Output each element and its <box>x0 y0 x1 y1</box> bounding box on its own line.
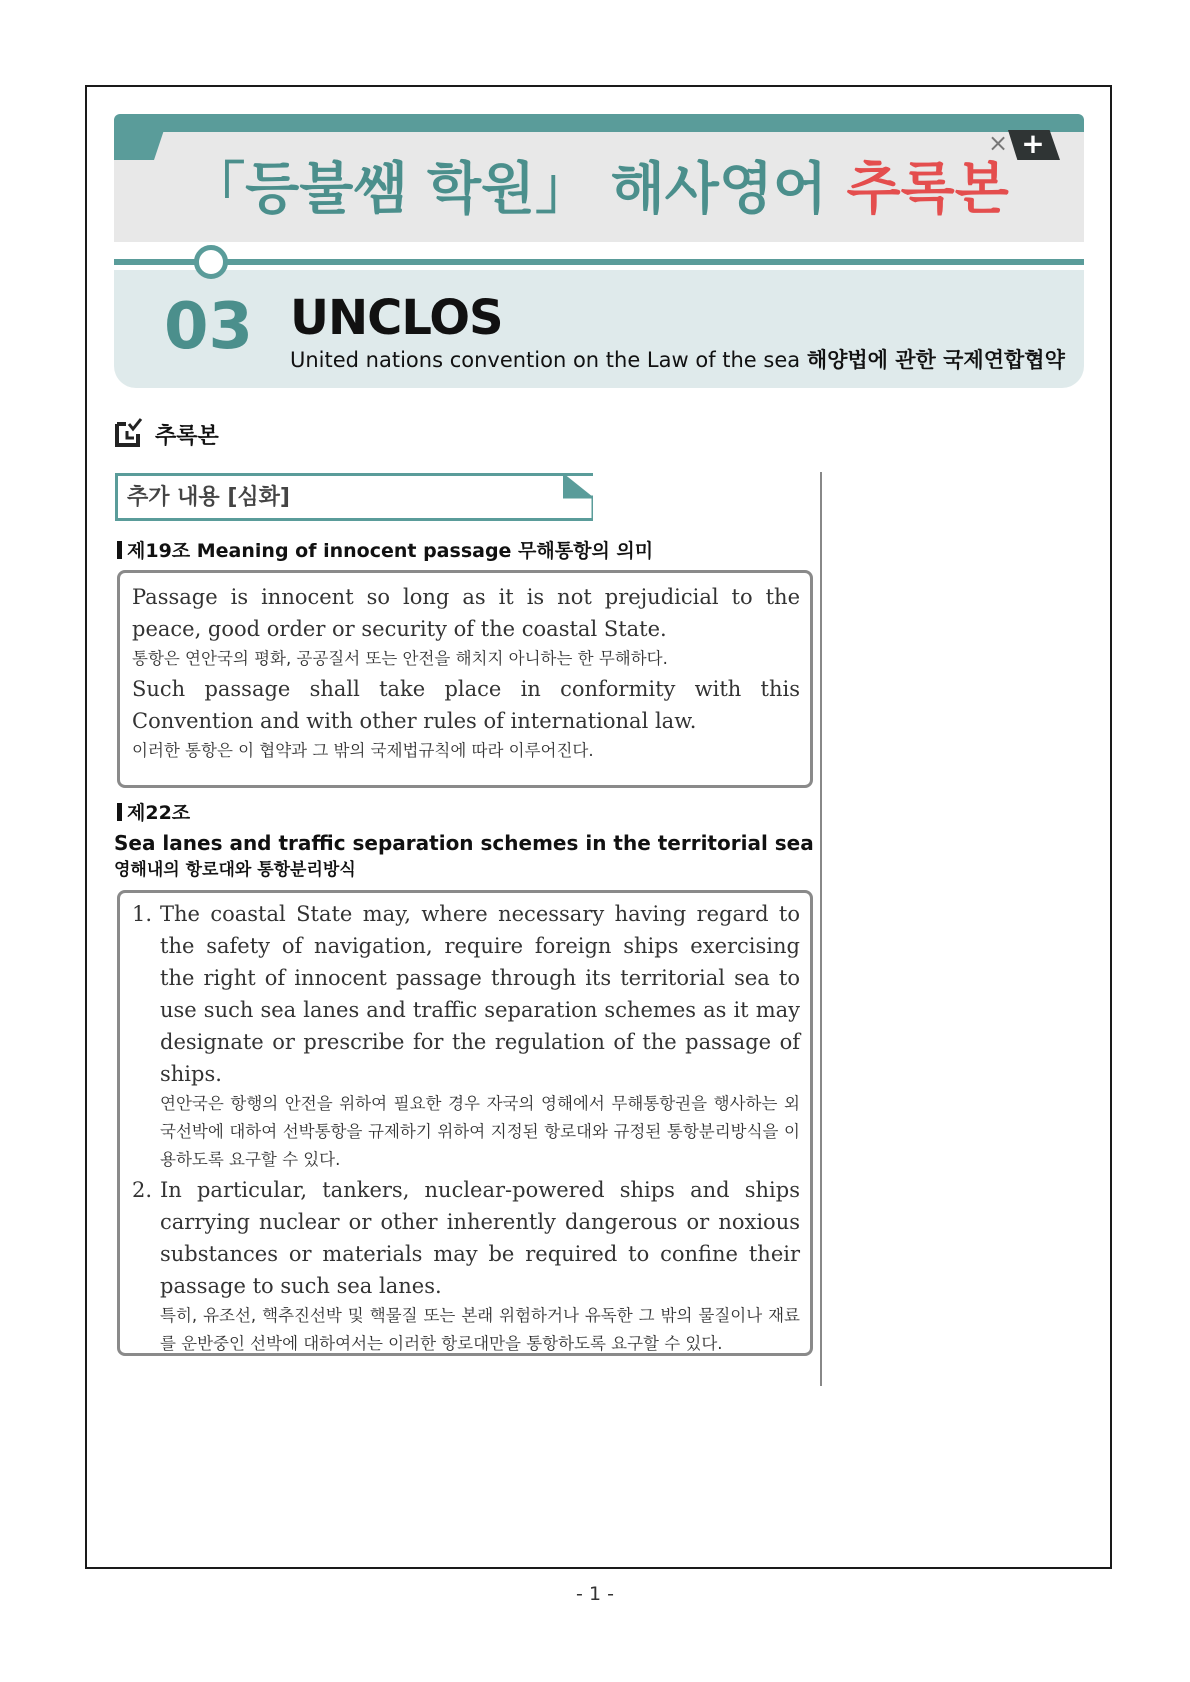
section-heading: 추록본 <box>155 424 219 449</box>
article-22-heading-num <box>117 800 190 826</box>
heading-bar <box>117 541 122 559</box>
heading-bar <box>117 803 122 821</box>
list-item-en: The coastal State may, where necessary having regard to the safety of navigation, require foreign ships exercising the right of innocent passage through its territorial sea to use such sea lanes and traffic separation schemes as it may designate or prescribe for the regulation of the passage of ships. <box>160 902 800 1086</box>
article-22-box <box>117 890 813 1356</box>
article-19-para1-en: Passage is innocent so long as it is not prejudicial to the peace, good order or security of the coastal State. <box>132 585 800 641</box>
chapter-subtitle <box>290 346 1065 374</box>
header-title <box>114 155 1084 225</box>
close-icon: × <box>987 129 1009 157</box>
article-22-heading-ko: 영해내의 항로대와 통항분리방식 <box>114 860 356 880</box>
article-19-para1-ko: 통항은 연안국의 평화, 공공질서 또는 안전을 해치지 아니하는 한 무해하다. <box>132 649 668 668</box>
checkbox-icon <box>114 418 144 448</box>
circle-marker-icon <box>194 245 228 279</box>
column-divider <box>820 472 822 1386</box>
article-19-heading-text: 제19조 Meaning of innocent passage 무해통항의 의미 <box>127 540 654 562</box>
header-title-main: 「등불쌤 학원」 해사영어 <box>189 157 847 222</box>
article-19-box <box>117 570 813 788</box>
list-item-ko: 특히, 유조선, 핵추진선박 및 핵물질 또는 본래 위험하거나 유독한 그 밖의 물질이나 재료를 운반중인 선박에 대하여서는 이러한 항로대만을 통항하도록 요구할 수 있다. <box>160 1306 800 1353</box>
article-19-para2-en: Such passage shall take place in conformity with this Convention and with other rules of international law. <box>132 677 800 733</box>
tag-box-corner <box>563 473 593 521</box>
article-19-para2-ko: 이러한 통항은 이 협약과 그 밖의 국제법규칙에 따라 이루어진다. <box>132 741 594 760</box>
list-item-ko: 연안국은 항행의 안전을 위하여 필요한 경우 자국의 영해에서 무해통항권을 행사하는 외국선박에 대하여 선박통항을 규제하기 위하여 지정된 항로대와 규정된 통항분리방식을 이용하도록 요구할 수 있다. <box>160 1094 800 1169</box>
list-item-number: 2. <box>132 1178 153 1202</box>
chapter-subtitle-ko: 해양법에 관한 국제연합협약 <box>806 348 1065 372</box>
list-item <box>132 898 800 1174</box>
banner-top-bar <box>114 114 1084 132</box>
article-22-heading-en: Sea lanes and traffic separation schemes in the territorial sea <box>114 831 814 855</box>
plus-icon: + <box>1021 127 1045 160</box>
list-item-en: In particular, tankers, nuclear-powered ships and ships carrying nuclear or other inherently dangerous or noxious substances or materials may be required to confine their passage to such sea lanes. <box>160 1178 800 1298</box>
article-19-heading <box>117 538 653 564</box>
tag-label: 추가 내용 [심화] <box>127 485 290 510</box>
chapter-title: UNCLOS <box>290 290 503 346</box>
chapter-number: 03 <box>164 290 254 364</box>
list-item <box>132 1174 800 1358</box>
page-number: - 1 - <box>576 1583 614 1605</box>
list-item-number: 1. <box>132 902 153 926</box>
header-title-highlight: 추록본 <box>846 157 1009 222</box>
chapter-subtitle-en: United nations convention on the Law of the sea <box>290 348 807 372</box>
article-22-num-text: 제22조 <box>127 802 191 824</box>
divider-line <box>114 259 1084 265</box>
